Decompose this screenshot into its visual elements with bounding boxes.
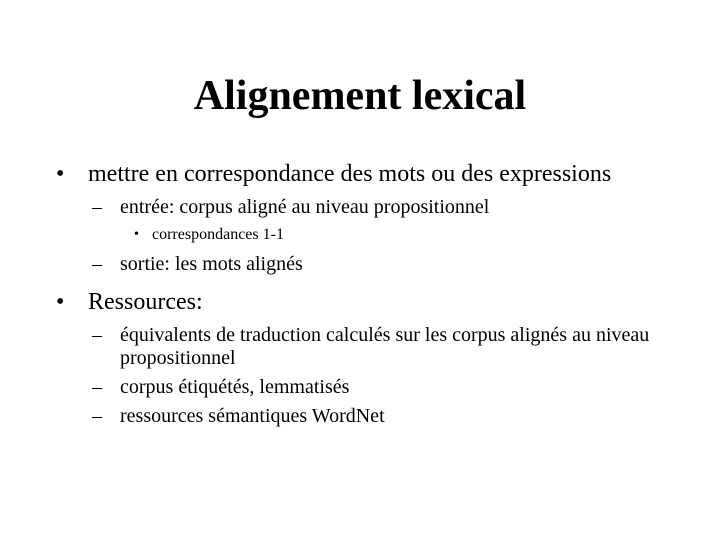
slide-title: Alignement lexical [193, 73, 527, 119]
bullet-icon: • [56, 289, 65, 315]
bullet-item-level2 [56, 324, 696, 370]
dash-icon: – [92, 253, 102, 275]
bullet-text: ressources sémantiques WordNet [120, 405, 385, 427]
bullet-item-level2 [56, 196, 696, 219]
bullet-icon: • [134, 227, 139, 242]
bullet-item-level3 [56, 225, 696, 245]
bullet-item-level2 [56, 405, 696, 428]
bullet-text: mettre en correspondance des mots ou des expressions [88, 161, 612, 187]
bullet-text: équivalents de traduction calculés sur les corpus alignés au niveau propositionnel [120, 324, 650, 369]
bullet-text: entrée: corpus aligné au niveau propositionnel [120, 196, 490, 218]
dash-icon: – [92, 376, 102, 398]
dash-icon: – [92, 196, 102, 218]
dash-icon: – [92, 405, 102, 427]
bullet-text: corpus étiquétés, lemmatisés [120, 376, 350, 398]
bullet-item-level1 [56, 288, 696, 316]
slide-content [56, 160, 696, 434]
bullet-item-level1 [56, 160, 696, 188]
bullet-icon: • [56, 161, 65, 187]
bullet-item-level2 [56, 253, 696, 276]
bullet-text: Ressources: [88, 289, 203, 315]
bullet-text: sortie: les mots alignés [120, 253, 303, 275]
dash-icon: – [92, 324, 102, 346]
bullet-text: correspondances 1-1 [152, 226, 284, 243]
bullet-item-level2 [56, 376, 696, 399]
